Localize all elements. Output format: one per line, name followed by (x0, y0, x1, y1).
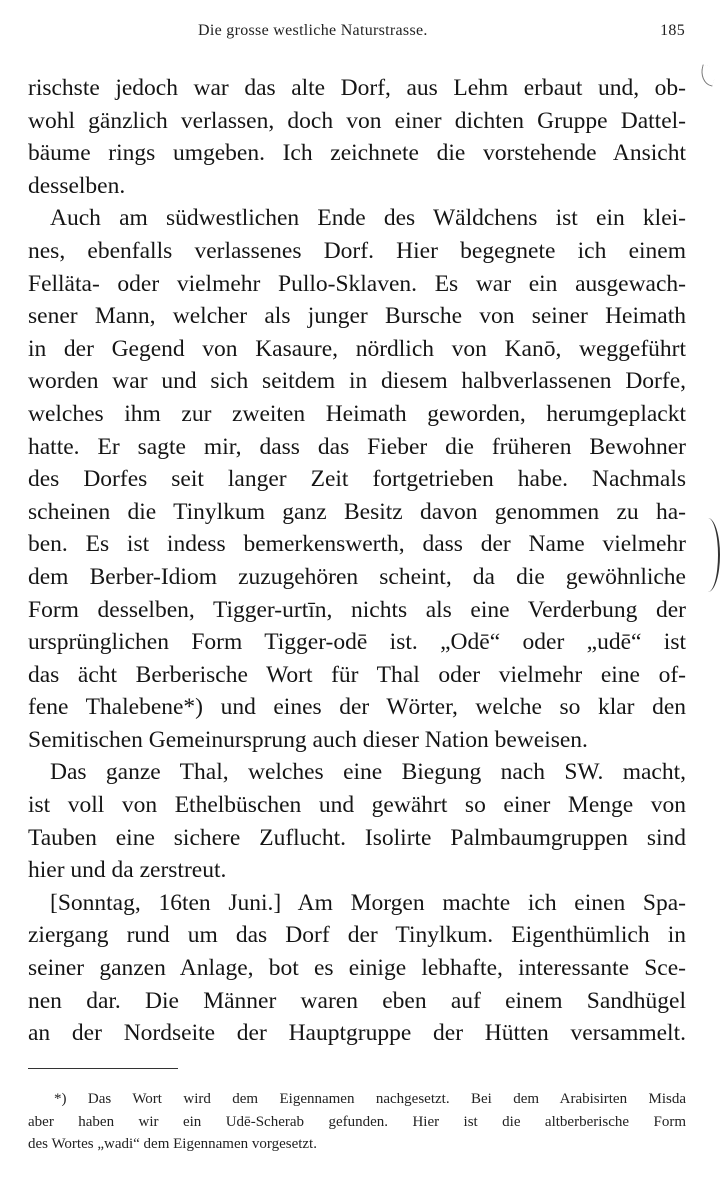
text-line: welches ihm zur zweiten Heimath geworden, herumgeplackt (28, 400, 686, 427)
text-line: Tauben eine sichere Zuflucht. Isolirte Palmbaumgruppen sind (28, 824, 686, 851)
page-number: 185 (660, 22, 685, 39)
text-line: sener Mann, welcher als junger Bursche von seiner Heimath (28, 303, 686, 330)
text-line: nes, ebenfalls verlassenes Dorf. Hier begegnete ich einem (28, 237, 686, 264)
running-header (198, 22, 685, 40)
text-line: wohl gänzlich verlassen, doch von einer dichten Gruppe Dattel- (28, 107, 686, 134)
text-line: bäume rings umgeben. Ich zeichnete die vorstehende Ansicht (28, 140, 686, 167)
footnote-line: aber haben wir ein Udē-Scherab gefunden. Hier ist die altberberische Form (28, 1113, 686, 1130)
text-line: fene Thalebene*) und eines der Wörter, welche so klar den (28, 694, 686, 721)
footnote (28, 1088, 686, 1156)
text-line: ziergang rund um das Dorf der Tinylkum. Eigenthümlich in (28, 922, 686, 949)
text-line: rischste jedoch war das alte Dorf, aus Lehm erbaut und, ob- (28, 75, 686, 101)
text-line: das ächt Berberische Wort für Thal oder vielmehr eine of- (28, 661, 686, 688)
text-line: scheinen die Tinylkum ganz Besitz davon genommen zu ha- (28, 498, 686, 525)
running-title: Die grosse westliche Naturstrasse. (198, 22, 428, 39)
margin-pencil-mark (698, 64, 717, 86)
main-text (28, 72, 686, 1050)
text-line: Felläta- oder vielmehr Pullo-Sklaven. Es war ein ausgewach- (28, 270, 686, 297)
text-line: dem Berber-Idiom zuzugehören scheint, da die gewöhnliche (28, 563, 686, 590)
text-line: ist voll von Ethelbüschen und gewährt so einer Menge von (28, 792, 686, 819)
text-line: [Sonntag, 16ten Juni.] Am Morgen machte ich einen Spa- (50, 889, 686, 916)
text-line: Das ganze Thal, welches eine Biegung nach SW. macht, (50, 759, 686, 786)
text-line: ursprünglichen Form Tigger-odē ist. „Odē“ oder „udē“ ist (28, 629, 686, 656)
footnote-line: *) Das Wort wird dem Eigennamen nachgesetzt. Bei dem Arabisirten Misda (54, 1091, 686, 1107)
footnote-line: des Wortes „wadi“ dem Eigennamen vorgesetzt. (28, 1136, 317, 1152)
text-line: Auch am südwestlichen Ende des Wäldchens ist ein klei- (50, 205, 686, 232)
text-line: Form desselben, Tigger-urtīn, nichts als eine Verderbung der (28, 596, 686, 623)
text-line: hatte. Er sagte mir, dass das Fieber die früheren Bewohner (28, 433, 686, 460)
text-line: seiner ganzen Anlage, bot es einige lebhafte, interessante Sce- (28, 955, 686, 982)
text-line: des Dorfes seit langer Zeit fortgetrieben habe. Nachmals (28, 466, 686, 493)
text-line: hier und da zerstreut. (28, 857, 227, 884)
text-line: an der Nordseite der Hauptgruppe der Hütten versammelt. (28, 1020, 686, 1047)
text-line: ben. Es ist indess bemerkenswerth, dass der Name vielmehr (28, 531, 686, 558)
text-line: desselben. (28, 172, 126, 199)
text-line: worden war und sich seitdem in diesem halbverlassenen Dorfe, (28, 368, 686, 395)
text-line: Semitischen Gemeinursprung auch dieser Nation beweisen. (28, 726, 588, 753)
text-line: in der Gegend von Kasaure, nördlich von Kanō, weggeführt (28, 335, 686, 362)
margin-bracket-mark (696, 518, 720, 592)
footnote-divider (28, 1068, 178, 1069)
text-line: nen dar. Die Männer waren eben auf einem Sandhügel (28, 987, 686, 1014)
